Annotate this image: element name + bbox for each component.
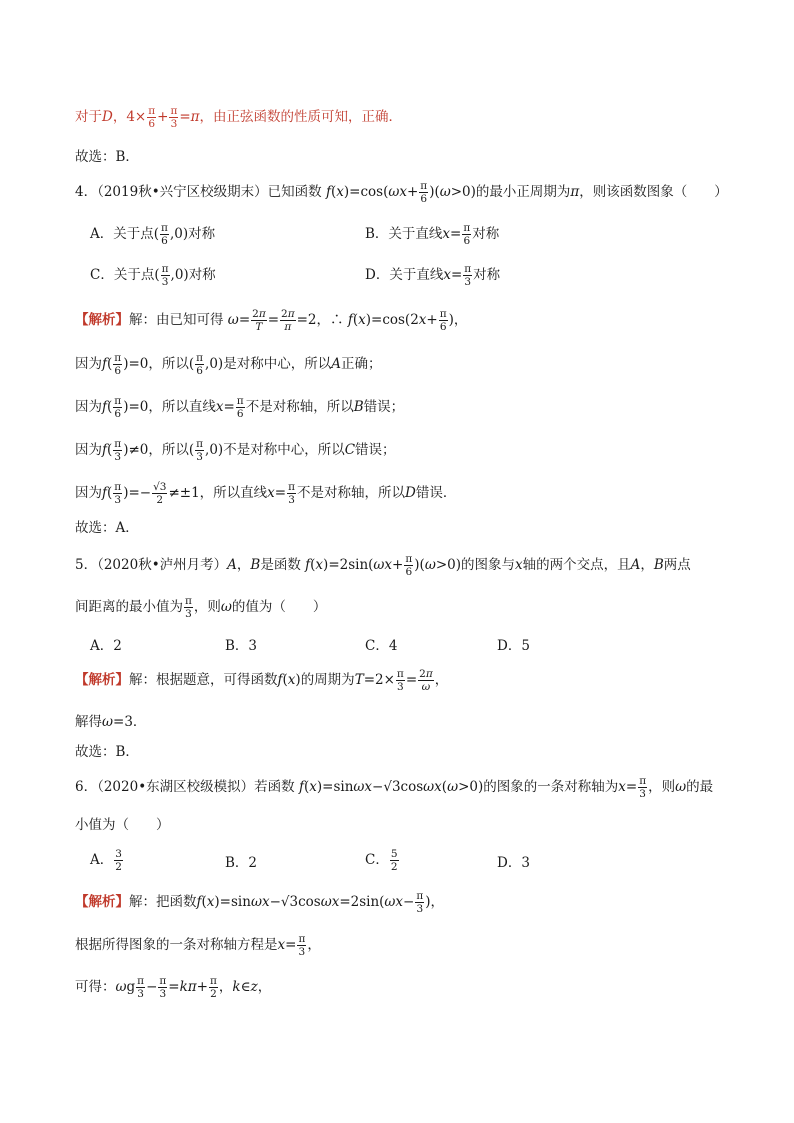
q6-solution-line3: 可得：ωg $\frac{\pi}{3}$ − $\frac{\pi}{3}$ =kπ+ $\frac{\pi}{2}$ ，k∈z，	[75, 974, 272, 1000]
q6-option-a: A． $\frac{3}{2}$	[90, 847, 122, 873]
q6-option-d: D．3	[497, 855, 530, 871]
q4-option-a: A．关于点( $\frac{\pi}{6}$ ,0)对称	[90, 221, 216, 247]
q6-solution-line2: 根据所得图象的一条对称轴方程是x= $\frac{\pi}{3}$ ，	[75, 932, 321, 958]
q5-option-d: D．5	[497, 638, 530, 654]
q5-solution-line2: 解得ω=3．	[75, 714, 147, 730]
q4-option-b: B．关于直线x= $\frac{\pi}{6}$ 对称	[365, 221, 500, 247]
q5-option-a: A．2	[90, 638, 122, 654]
q4-option-c: C．关于点( $\frac{\pi}{3}$ ,0)对称	[90, 262, 216, 288]
q5-option-b: B．3	[225, 638, 258, 654]
q4-reason-3: 因为f( $\frac{\pi}{3}$ )≠0，所以( $\frac{\pi}{3}$ ,0)不是对称中心，所以C错误；	[75, 437, 396, 463]
q5-answer: 故选：B．	[75, 744, 139, 760]
q5-solution-line1: 【解析】解：根据题意，可得函数f(x)的周期为T=2× $\frac{\pi}{3}$ = $\frac{2\pi}{\omega}$ ，	[75, 667, 449, 693]
prev-solution-line: 对于D，4× $\frac{\pi}{6}$ + $\frac{\pi}{3}$ =π，由正弦函数的性质可知，正确．	[75, 104, 403, 130]
q4-reason-1: 因为f( $\frac{\pi}{6}$ )=0，所以( $\frac{\pi}{6}$ ,0)是对称中心，所以A正确；	[75, 351, 382, 377]
q6-option-c: C． $\frac{5}{2}$	[365, 847, 398, 873]
q4-reason-4: 因为f( $\frac{\pi}{3}$ )=− $\frac{√3}{2}$ ≠±1，所以直线x= $\frac{\pi}{3}$ 不是对称轴，所以D错误．	[75, 480, 457, 506]
q4-solution-line1: 【解析】解：由已知可得 ω= $\frac{2\pi}{T}$ = $\frac{2\pi}{\pi}$ =2，∴ f(x)=cos(2x+ $\frac{\pi}{6}$ )，	[75, 307, 468, 333]
q4-answer: 故选：A．	[75, 520, 139, 536]
q4-reason-2: 因为f( $\frac{\pi}{6}$ )=0，所以直线x= $\frac{\pi}{6}$ 不是对称轴，所以B错误；	[75, 394, 405, 420]
q6-stem-line2: 小值为（ ）	[75, 817, 170, 833]
q4-option-d: D．关于直线x= $\frac{\pi}{3}$ 对称	[365, 262, 501, 288]
q5-stem: 5．（2020秋•泸州月考）A，B是函数 f(x)=2sin(ωx+ $\frac{\pi}{6}$ )(ω>0)的图象与x轴的两个交点，且A，B两点	[75, 552, 691, 578]
q4-stem: 4．（2019秋•兴宁区校级期末）已知函数 f(x)=cos(ωx+ $\frac{\pi}{6}$ )(ω>0)的最小正周期为π，则该函数图象（ ）	[75, 179, 728, 205]
q6-solution-line1: 【解析】解：把函数f(x)=sinωx−√3cosωx=2sin(ωx− $\frac{\pi}{3}$ )，	[75, 889, 445, 915]
q5-option-c: C．4	[365, 638, 398, 654]
q6-stem: 6．（2020•东湖区校级模拟）若函数 f(x)=sinωx−√3cosωx(ω>0)的图象的一条对称轴为x= $\frac{\pi}{3}$ ，则ω的最	[75, 774, 714, 800]
prev-answer: 故选：B．	[75, 149, 139, 165]
q5-stem-line2: 间距离的最小值为 $\frac{\pi}{3}$ ，则ω的值为（ ）	[75, 594, 327, 620]
q6-option-b: B．2	[225, 855, 258, 871]
